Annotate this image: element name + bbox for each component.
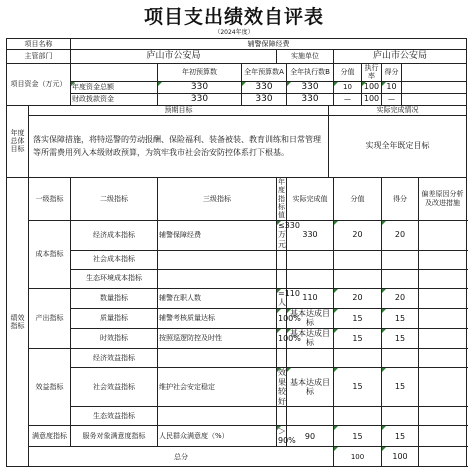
lvl2-header: 二级指标 <box>71 177 158 220</box>
project-name-value: 辅警保障经费 <box>71 39 467 50</box>
perf-indicators-label: 绩效指标 <box>7 177 29 467</box>
social-benefit-actual: 基本达成目标 <box>287 368 334 407</box>
satisfaction-actual: 90 <box>287 426 334 447</box>
funds-label: 项目资金（万元） <box>7 64 71 106</box>
quality-target: 100% <box>277 308 287 328</box>
total-score-val: 100 <box>334 447 382 467</box>
fiscal-score-val: — <box>334 93 362 105</box>
got-col-header: 得分 <box>382 177 419 220</box>
dept-value: 庐山市公安局 <box>71 50 277 64</box>
satisfaction-score-val: 15 <box>334 426 382 447</box>
expected-goal-header: 预期目标 <box>29 105 329 115</box>
fiscal-exec: 330 <box>287 93 334 105</box>
social-cost-label: 社会成本指标 <box>71 250 158 269</box>
exec-header: 全年执行数B <box>287 64 334 82</box>
annual-funds-label: 年度资金总额 <box>71 81 158 93</box>
qty-score: 20 <box>382 288 419 308</box>
econ-cost-score-val: 20 <box>334 220 382 250</box>
impl-label: 实施单位 <box>277 50 334 64</box>
eco-benefit-label: 生态效益指标 <box>71 407 158 426</box>
score-val-col-header: 分值 <box>334 177 382 220</box>
satisfaction-score: 15 <box>382 426 419 447</box>
page-title: 项目支出绩效自评表 <box>143 6 324 28</box>
year-label: （2024年度） <box>214 29 254 36</box>
fiscal-score: — <box>382 93 402 105</box>
annual-score: 10 <box>382 81 402 93</box>
social-benefit-label: 社会效益指标 <box>71 368 158 407</box>
total-score: 100 <box>382 447 419 467</box>
annual-target-header: 年度指标值 <box>278 177 285 220</box>
total-label: 总分 <box>29 447 334 467</box>
quality-label: 质量指标 <box>71 308 158 328</box>
econ-cost-score: 20 <box>382 220 419 250</box>
qty-score-val: 20 <box>334 288 382 308</box>
time-target: 100% <box>277 328 287 348</box>
time-score: 15 <box>382 328 419 348</box>
eco-cost-label: 生态环境成本指标 <box>71 269 158 288</box>
fiscal-full: 330 <box>242 93 287 105</box>
econ-cost-actual: 330 <box>287 220 334 250</box>
quality-item: 辅警考核质量达标 <box>158 308 277 328</box>
exec-rate-header: 执行率 <box>362 64 382 82</box>
qty-target: =110人 <box>278 288 300 308</box>
project-name-label: 项目名称 <box>7 39 71 50</box>
time-label: 时效指标 <box>71 328 158 348</box>
lvl1-header: 一级指标 <box>29 177 71 220</box>
output-indicator-label: 产出指标 <box>29 288 71 349</box>
social-benefit-item: 维护社会安定稳定 <box>158 368 277 407</box>
annual-goal-label: 年度总体目标 <box>7 105 29 177</box>
score-header: 得分 <box>382 64 402 82</box>
cost-indicator-label: 成本指标 <box>29 220 71 288</box>
fiscal-initial: 330 <box>158 93 242 105</box>
econ-cost-item: 辅警保障经费 <box>158 220 277 250</box>
social-benefit-score-val: 15 <box>334 368 382 407</box>
dept-label: 主管部门 <box>7 50 71 64</box>
satisfaction-item: 人民群众满意度（%） <box>158 426 277 447</box>
annual-exec: 330 <box>287 81 334 93</box>
econ-cost-target: ≤330万元 <box>278 220 300 249</box>
time-actual: 基本达成目标 <box>287 328 334 348</box>
qty-actual: 110 <box>287 288 334 308</box>
evaluation-table <box>6 38 467 467</box>
quality-score-val: 15 <box>334 308 382 328</box>
satisfaction-lvl2: 服务对象满意度指标 <box>71 426 158 447</box>
initial-budget-header: 年初预算数 <box>158 64 242 82</box>
annual-full: 330 <box>242 81 287 93</box>
econ-cost-label: 经济成本指标 <box>71 220 158 250</box>
actual-result-text: 实现全年既定目标 <box>329 115 467 177</box>
full-budget-header: 全年预算数A <box>242 64 287 82</box>
qty-item: 辅警在职人数 <box>158 288 277 308</box>
deviation-header: 偏差原因分析及改进措施 <box>419 177 467 220</box>
satisfaction-target: ＞90% <box>278 426 296 446</box>
quality-score: 15 <box>382 308 419 328</box>
social-benefit-target: 效果较好 <box>278 368 286 406</box>
econ-benefit-label: 经济效益指标 <box>71 349 158 368</box>
annual-rate: 100 <box>362 81 382 93</box>
actual-result-header: 实际完成情况 <box>329 105 467 115</box>
time-item: 按照巡逻防控及时性 <box>158 328 277 348</box>
actual-value-header: 实际完成值 <box>287 177 334 220</box>
quality-actual: 基本达成目标 <box>287 308 334 328</box>
expected-goal-text: 落实保障措施，将特巡警的劳动报酬、保险福利、装备被装、教育训练和日常管理等所需费用列入本级财政预算，为筑牢我市社会治安防控体系打下根基。 <box>29 115 329 177</box>
fiscal-rate: 100 <box>362 93 382 105</box>
benefit-indicator-label: 效益指标 <box>29 349 71 426</box>
qty-label: 数量指标 <box>71 288 158 308</box>
impl-value: 庐山市公安局 <box>334 50 467 64</box>
lvl3-header: 三级指标 <box>158 177 277 220</box>
time-score-val: 15 <box>334 328 382 348</box>
score-val-header: 分值 <box>334 64 362 82</box>
annual-score-val: 10 <box>334 81 362 93</box>
satisfaction-indicator-label: 满意度指标 <box>29 426 71 447</box>
annual-initial: 330 <box>158 81 242 93</box>
social-benefit-score: 15 <box>382 368 419 407</box>
fiscal-funds-label: 财政拨款资金 <box>71 93 158 105</box>
